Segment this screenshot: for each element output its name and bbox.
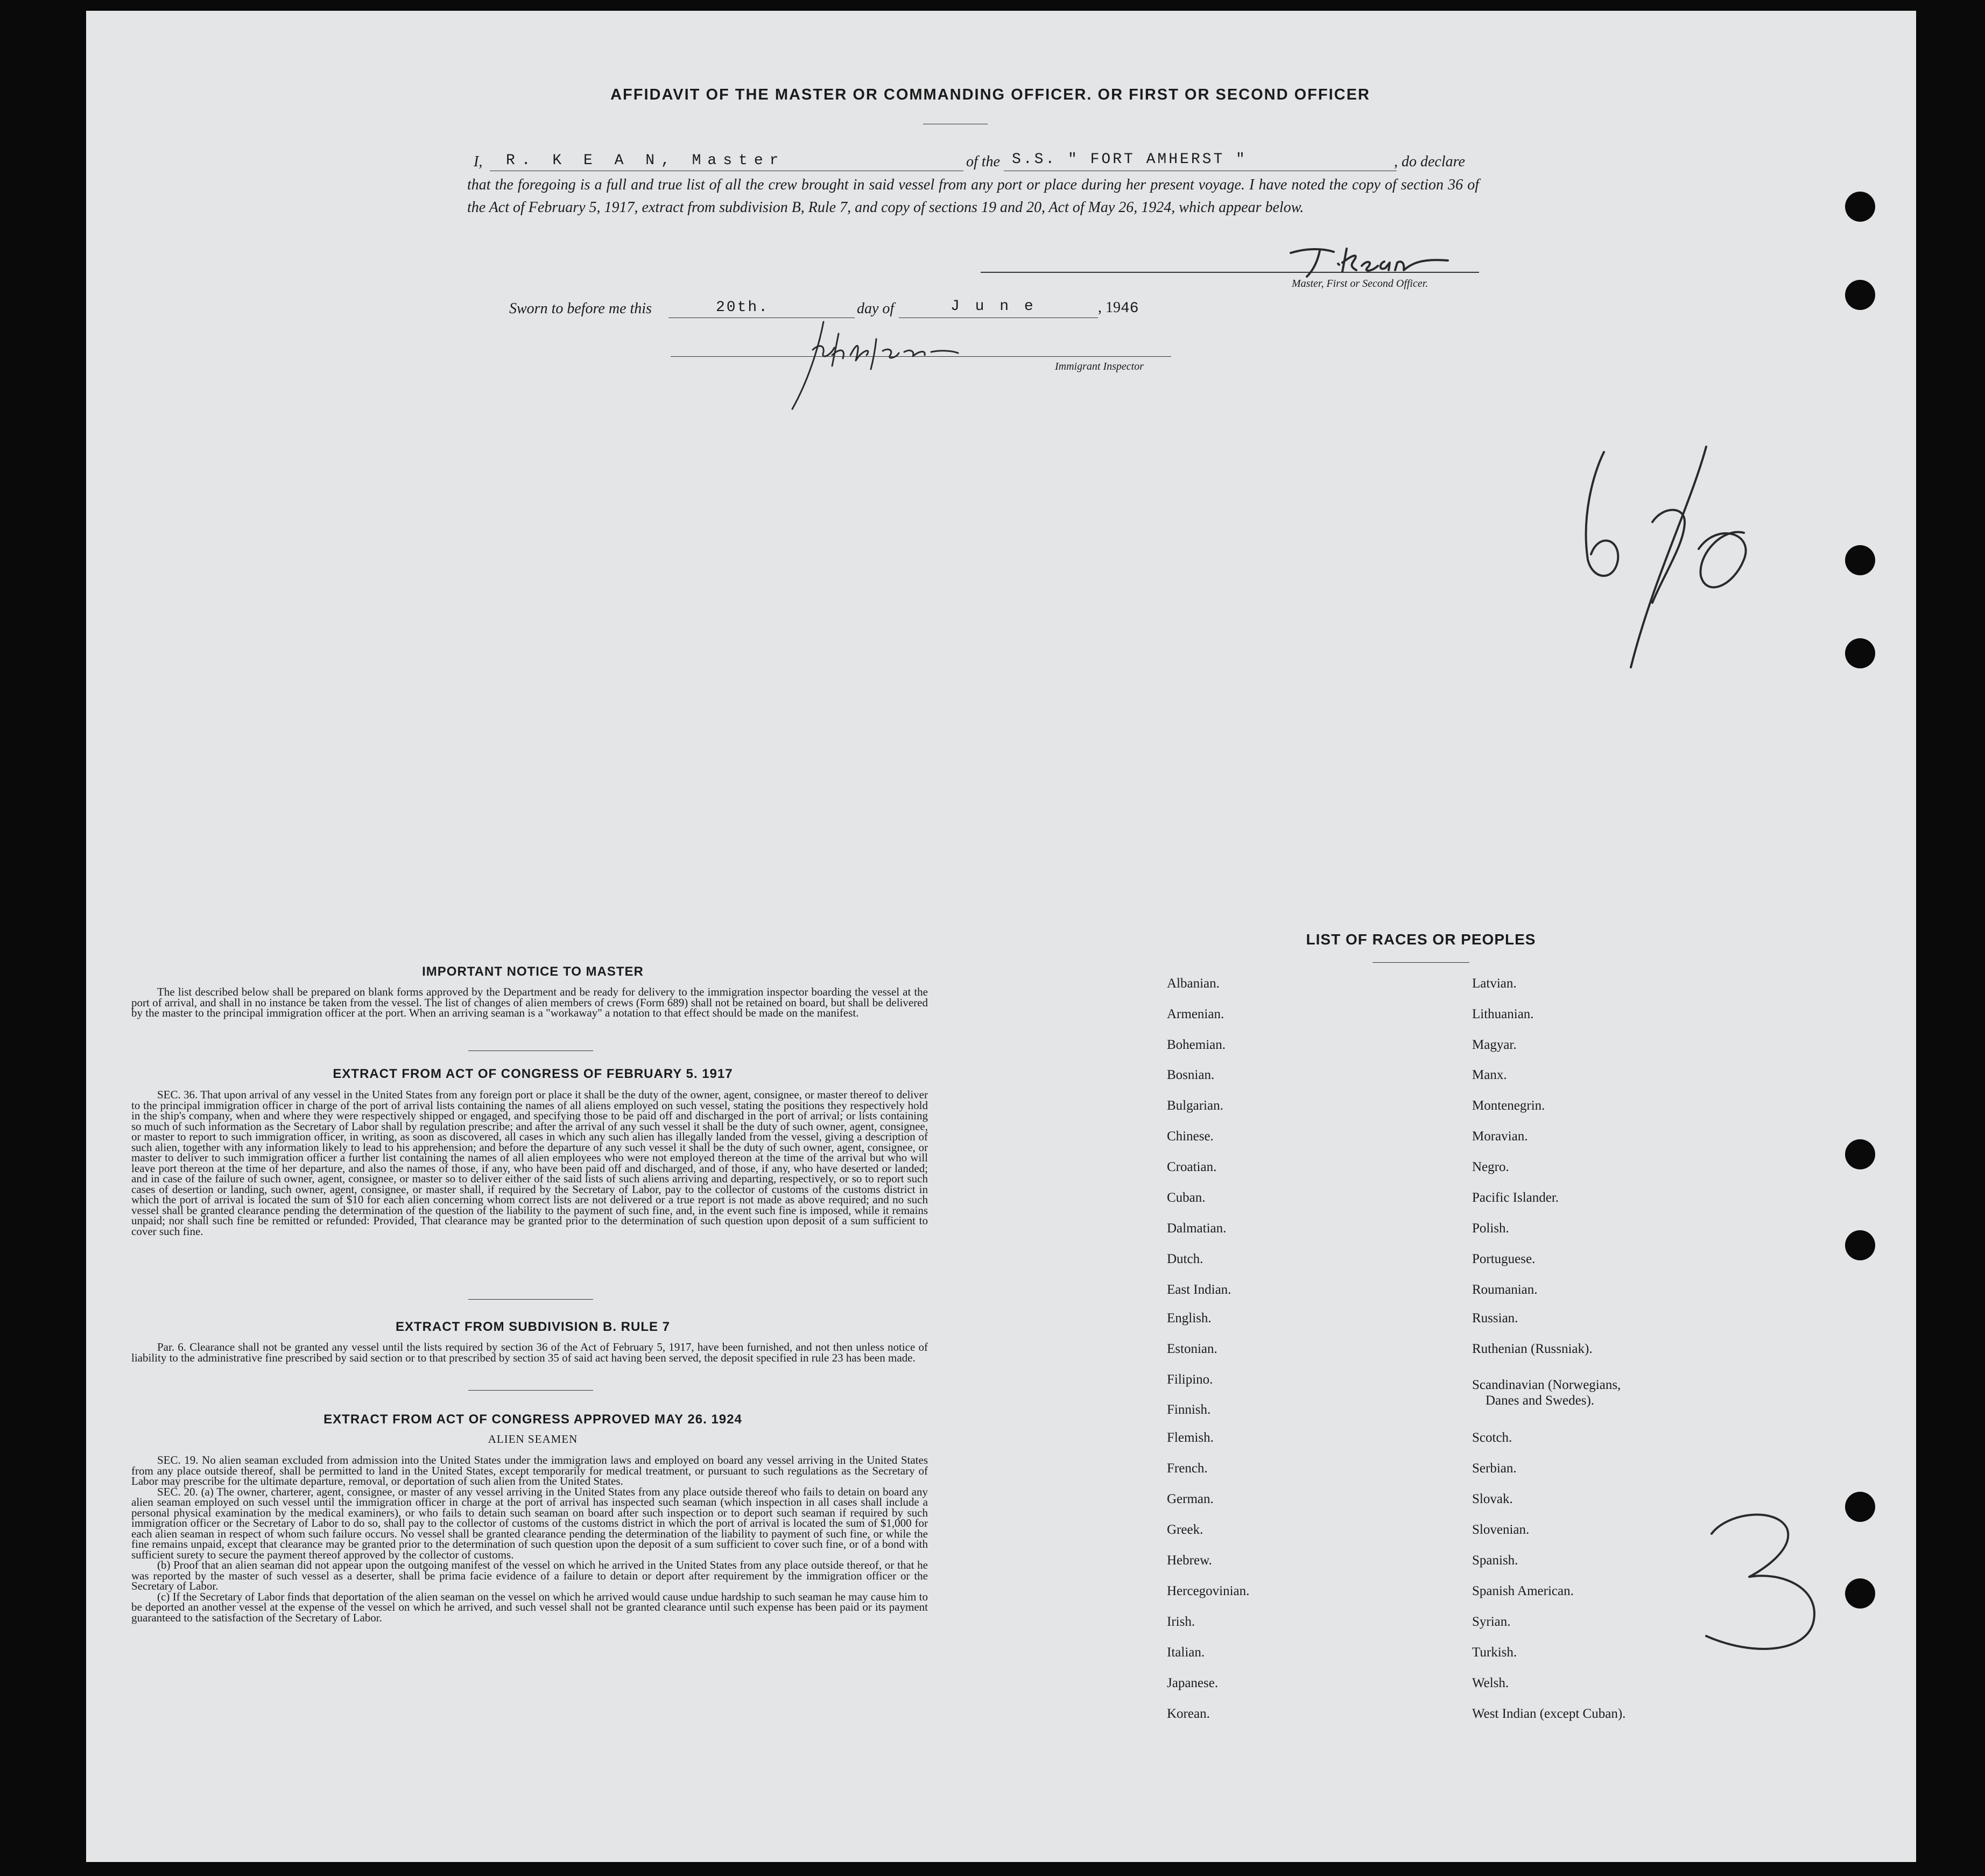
race-item: Scandinavian (Norwegians, [1472, 1378, 1621, 1392]
punch-hole [1845, 1578, 1875, 1609]
sec-20c: (c) If the Secretary of Labor finds that deportation of the alien seaman on the vessel on which he arrived would cause undue hardship to such seaman he may cause him to be deported an another vessel at the expense of the vessel on which he arrived, and such vessel shall not be granted clearance until such expense has been paid or its payment guaranteed to the satisfaction of the Secretary of Labor. [131, 1590, 928, 1624]
race-item: Roumanian. [1472, 1282, 1538, 1297]
race-item: Serbian. [1472, 1461, 1517, 1476]
punch-hole [1845, 1139, 1875, 1169]
race-item: West Indian (except Cuban). [1472, 1706, 1626, 1721]
extract-1917-title: EXTRACT FROM ACT OF CONGRESS OF FEBRUARY 5. 1917 [333, 1067, 733, 1081]
extract-1924-body [131, 1455, 928, 1623]
race-item: Slovenian. [1472, 1522, 1530, 1537]
race-item: Spanish American. [1472, 1584, 1574, 1598]
race-item: Chinese. [1167, 1129, 1214, 1144]
affidavit-body: that the foregoing is a full and true list of all the crew brought in said vessel from any port or place during her present voyage. I have noted the copy of section 36 of the Act of February 5, 1917, extract from subdivision B, Rule 7, and copy of sections 19 and 20, Act of May 26, 1924, which appear below. [467, 177, 1479, 216]
master-signature-caption: Master, First or Second Officer. [1292, 278, 1428, 290]
race-item: Manx. [1472, 1068, 1507, 1082]
race-item: Irish. [1167, 1614, 1195, 1629]
race-item: Greek. [1167, 1522, 1203, 1537]
race-item: Syrian. [1472, 1614, 1511, 1629]
race-item: Bulgarian. [1167, 1098, 1223, 1113]
divider [468, 1390, 593, 1391]
notice-text: The list described below shall be prepared on blank forms approved by the Department and be ready for delivery to the immigration inspector boarding the vessel at the port of arrival, and shall in no instance be taken from the vessel. The list of changes of alien members of crews (Form 689) shall not be retained on board, but shall be delivered by the master to the principal immigration officer at the port. When an arriving seaman is a "workaway" a notation to that effect should be made on the manifest. [131, 985, 928, 1019]
signature-line [671, 356, 1171, 357]
notice-title: IMPORTANT NOTICE TO MASTER [422, 964, 644, 979]
race-item: Pacific Islander. [1472, 1190, 1559, 1205]
race-item: Latvian. [1472, 976, 1517, 991]
race-item: Polish. [1472, 1221, 1509, 1236]
race-item: Portuguese. [1472, 1252, 1536, 1266]
affidavit-title: AFFIDAVIT OF THE MASTER OR COMMANDING OFFICER. OR FIRST OR SECOND OFFICER [610, 86, 1370, 103]
extract-1924-title: EXTRACT FROM ACT OF CONGRESS APPROVED MAY 26. 1924 [323, 1412, 742, 1427]
race-item: Spanish. [1472, 1553, 1518, 1568]
race-item: Ruthenian (Russniak). [1472, 1342, 1593, 1356]
race-item: Albanian. [1167, 976, 1220, 991]
sworn-year [1098, 299, 1139, 317]
race-item: Japanese. [1167, 1676, 1219, 1690]
sworn-label: Sworn to before me this [509, 300, 652, 317]
sworn-day-of: day of [857, 300, 895, 317]
extract-1924-subtitle: ALIEN SEAMEN [488, 1433, 578, 1445]
race-item: Turkish. [1472, 1645, 1517, 1660]
race-item: Dalmatian. [1167, 1221, 1227, 1236]
punch-hole [1845, 1230, 1875, 1260]
master-name: R. K E A N, Master [506, 152, 785, 169]
inspector-caption: Immigrant Inspector [1055, 361, 1144, 372]
race-item: Montenegrin. [1472, 1098, 1545, 1113]
race-item: French. [1167, 1461, 1208, 1476]
handwritten-number [1695, 1501, 1835, 1663]
race-item: Estonian. [1167, 1342, 1217, 1356]
race-item: Finnish. [1167, 1402, 1211, 1417]
year-prefix: , 19 [1098, 299, 1121, 316]
race-item: German. [1167, 1492, 1214, 1506]
race-item: Italian. [1167, 1645, 1205, 1660]
sec-19: SEC. 19. No alien seaman excluded from admission into the United States under the immigration laws and employed on board any vessel arriving in the United States from any place outside thereof, shall be permitted to land in the United States, except temporarily for medical treatment, or pursuant to such regulations as the Secretary of Labor may prescribe for the ultimate departure, removal, or deportation of such alien from the United States. [131, 1454, 928, 1487]
punch-hole [1845, 280, 1875, 310]
affidavit-do-declare: , do declare [1394, 153, 1465, 170]
race-item: East Indian. [1167, 1282, 1231, 1297]
race-item: Negro. [1472, 1160, 1509, 1174]
race-item: Bohemian. [1167, 1038, 1226, 1052]
race-item: Korean. [1167, 1706, 1210, 1721]
punch-hole [1845, 1492, 1875, 1522]
affidavit-of-the: of the [966, 153, 1000, 170]
race-item: Dutch. [1167, 1252, 1203, 1266]
race-item: Croatian. [1167, 1160, 1217, 1174]
race-item: English. [1167, 1311, 1212, 1325]
handwritten-annotation [1572, 441, 1787, 678]
punch-hole [1845, 192, 1875, 222]
extract-1917-text: SEC. 36. That upon arrival of any vessel in the United States from any foreign port or place it shall be the duty of the owner, agent, consignee, or master thereof to deliver to the principal immigration officer in charge of the port of arrival lists containing the names of all aliens employed on such vessel, stating the positions they respectively hold in the ship's company, when and where they were respectively shipped or engaged, and specifying those to be paid off and discharged in the port of arrival; or lists containing so much of such information as the Secretary of Labor shall by regulation prescribe; and after the arrival of any such vessel it shall be the duty of such owner, agent, consignee, or master to report to such immigration officer, in writing, as soon as discovered, all cases in which any such alien has illegally landed from the vessel, giving a description of such alien, together with any information likely to lead to his apprehension; and before the departure of any such vessel it shall be the duty of such owner, agent, consignee, or master to deliver to such immigration officer a further list containing the names of all alien employees who were not employed thereon at the time of the arrival but who will leave port thereon at the time of her departure, and also the names of those, if any, who have been paid off and discharged, and of those, if any, who have deserted or landed; and in case of the failure of such owner, agent, consignee, or master so to deliver either of the said lists of such aliens arriving and departing, respectively, or so to report such cases of desertion or landing, such owner, agent, consignee, or master shall, if required by the Secretary of Labor, pay to the collector of customs of the customs district in which the port of arrival is located the sum of $10 for each alien concerning whom correct lists are not delivered or a true report is not made as above required; and no such vessel shall be granted clearance pending the determination of the question of the liability to the payment of such fine, and, in the event such fine is imposed, while it remains unpaid; nor shall such fine be remitted or refunded: Provided, That clearance may be granted prior to the determination of such question upon deposit of a sum sufficient to cover such fine. [131, 1088, 928, 1238]
race-item: Hebrew. [1167, 1553, 1212, 1568]
race-item: Filipino. [1167, 1372, 1213, 1387]
divider [468, 1299, 593, 1300]
inspector-signature [780, 318, 1006, 414]
divider [1372, 962, 1469, 963]
sworn-month: J u n e [951, 298, 1037, 315]
punch-hole [1845, 638, 1875, 668]
race-item: Cuban. [1167, 1190, 1206, 1205]
race-item: Moravian. [1472, 1129, 1528, 1144]
divider [468, 1050, 593, 1051]
race-item: Hercegovinian. [1167, 1584, 1250, 1598]
race-item: Lithuanian. [1472, 1007, 1534, 1021]
vessel-name: S.S. " FORT AMHERST " [1012, 151, 1247, 168]
master-signature [1286, 242, 1453, 280]
punch-hole [1845, 545, 1875, 575]
race-item: Flemish. [1167, 1430, 1214, 1445]
race-item: Armenian. [1167, 1007, 1224, 1021]
extract-rule7-text: Par. 6. Clearance shall not be granted any vessel until the lists required by section 36 of the Act of February 5, 1917, have been furnished, and not then unless notice of liability to the administrative fine prescribed by said section or to that prescribed by section 35 of said act having been served, the deposit specified in rule 23 has been made. [131, 1341, 928, 1364]
race-item: Slovak. [1472, 1492, 1513, 1506]
race-item: Danes and Swedes). [1486, 1393, 1595, 1408]
races-title: LIST OF RACES OR PEOPLES [1306, 931, 1536, 948]
race-item: Russian. [1472, 1311, 1518, 1325]
sec-20b: (b) Proof that an alien seaman did not appear upon the outgoing manifest of the vessel on which he arrived in the United States from any place outside thereof, or that he was reported by the master of such vessel as a deserter, shall be prima facie evidence of a failure to detain or deport after requirement by the immigration officer or the Secretary of Labor. [131, 1558, 928, 1592]
race-item: Scotch. [1472, 1430, 1512, 1445]
extract-rule7-title: EXTRACT FROM SUBDIVISION B. RULE 7 [395, 1320, 671, 1334]
race-item: Bosnian. [1167, 1068, 1215, 1082]
race-item: Welsh. [1472, 1676, 1509, 1690]
sec-20a: SEC. 20. (a) The owner, charterer, agent, consignee, or master of any vessel arriving in the United States from any place outside thereof who fails to detain on board any alien seaman employed on such vessel until the immigration officer in charge at the port of arrival has inspected such seaman (which inspection in all cases shall include a personal physical examination by the medical examiners), or who fails to detain such seaman on board after such inspection or to deport such seaman if required by such immigration officer or the Secretary of Labor to do so, shall pay to the collector of customs of the customs district in which the port of arrival is located the sum of $1,000 for each alien seaman in respect of whom such failure occurs. No vessel shall be granted clearance pending the determination of the liability to payment of such fine, or while the fine remains unpaid, except that clearance may be granted prior to the determination of such question upon the deposit of a sum sufficient to cover such fine, or of a bond with sufficient surety to secure the payment thereof approved by the collector of customs. [131, 1485, 928, 1561]
year-suffix: 46 [1121, 300, 1139, 317]
sworn-day: 20th. [716, 299, 770, 316]
affidavit-i-label: I, [474, 153, 483, 170]
race-item: Magyar. [1472, 1038, 1517, 1052]
